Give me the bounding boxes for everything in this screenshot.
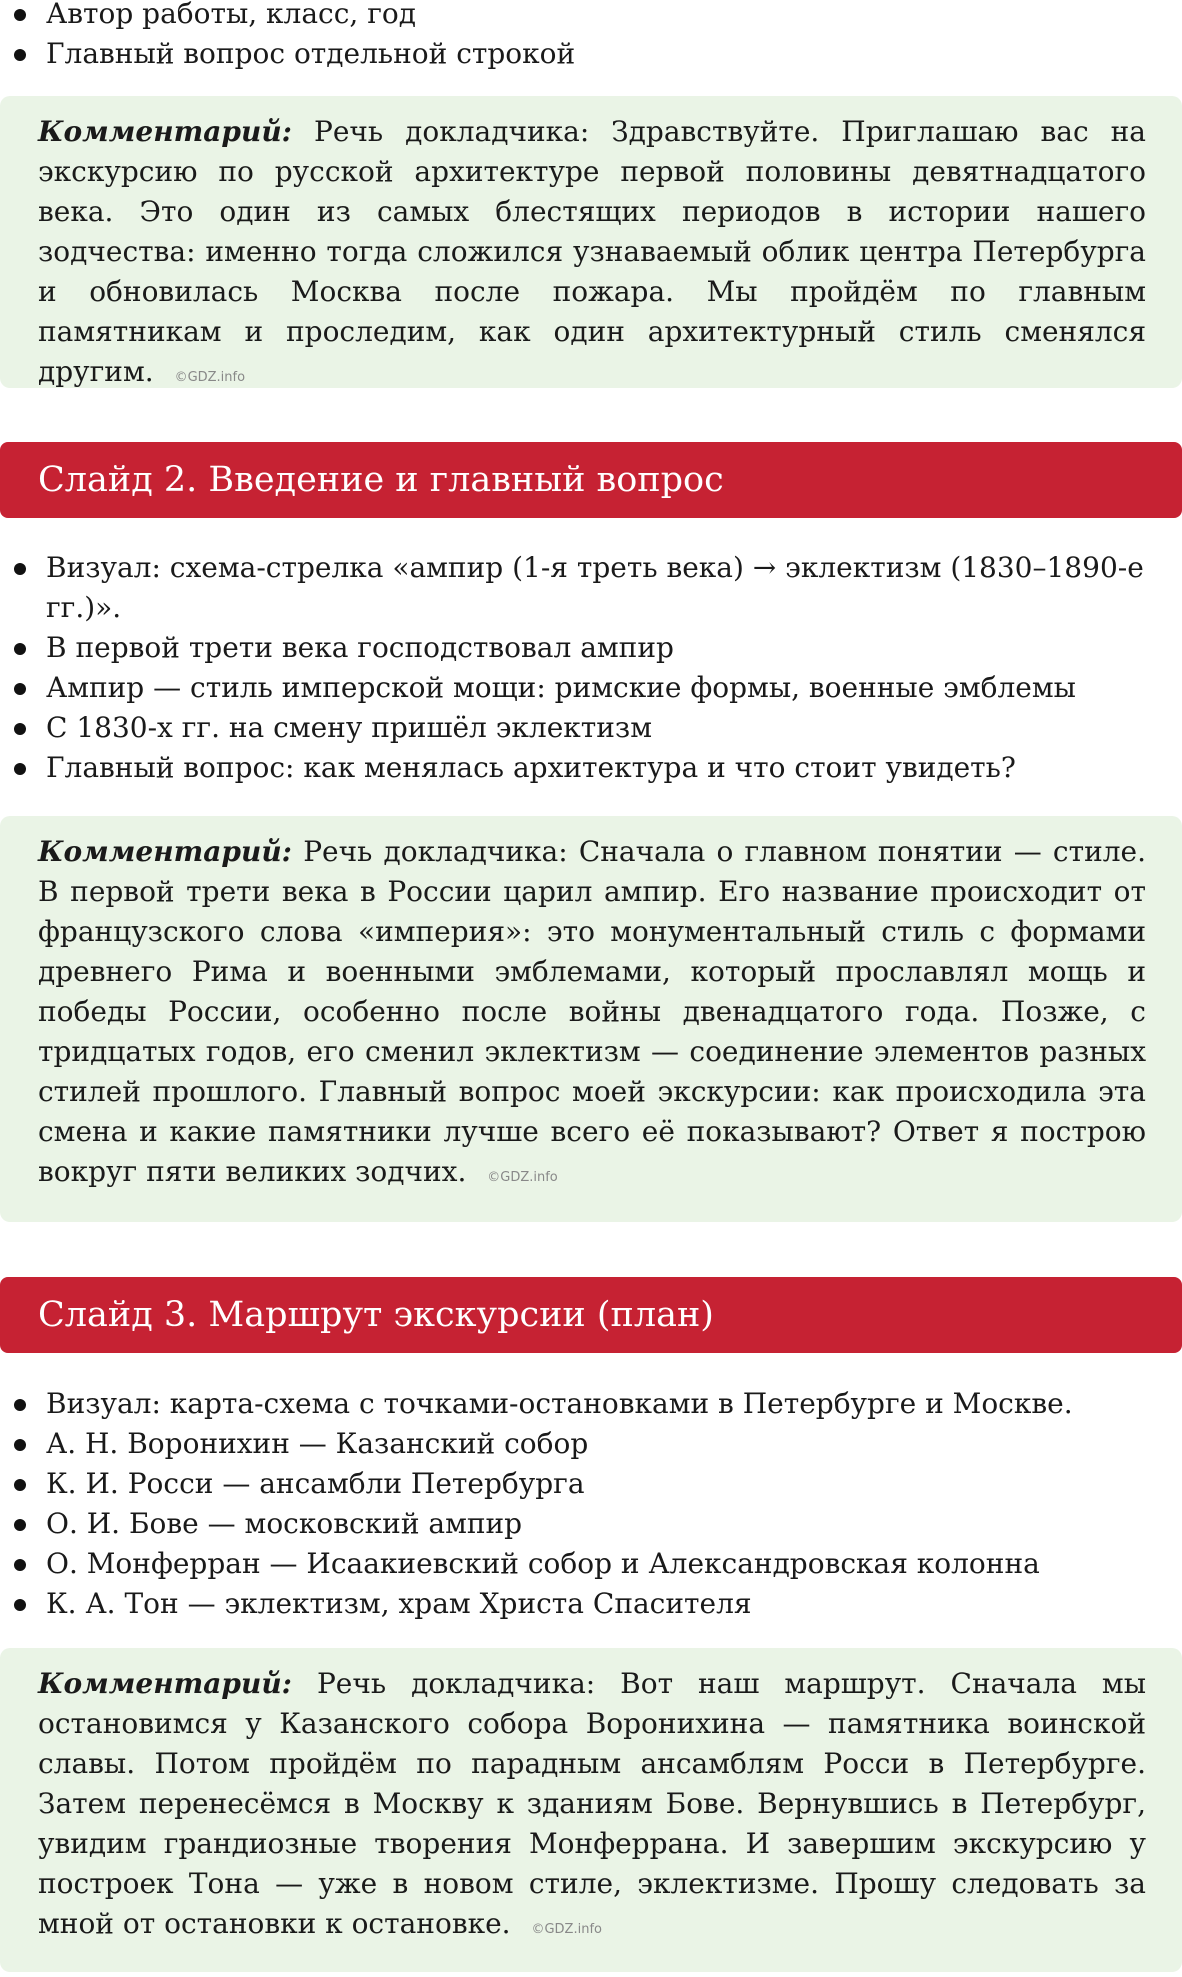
list-item: С 1830-х гг. на смену пришёл эклектизм [10, 708, 1182, 748]
bullet-dot-icon [14, 763, 26, 775]
list-item: Ампир — стиль имперской мощи: римские формы, военные эмблемы [10, 668, 1182, 708]
intro-comment-box [0, 96, 1182, 388]
comment-label: Комментарий: [38, 115, 293, 148]
comment-text: Речь докладчика: Сначала о главном понятии — стиле. В первой трети века в России царил ампир. Его название происходит от французского слова «империя»: это монументальный стиль с формами древнего Рима и военными эмблемами, который прославлял мощь и победы России, особенно после войны двенадцатого года. Позже, с тридцатых годов, его сменил эклектизм — соединение элементов разных стилей прошлого. Главный вопрос моей экскурсии: как происходила эта смена и какие памятники лучше всего её показывают? Ответ я построю вокруг пяти великих зодчих. [38, 835, 1147, 1188]
list-item: О. Монферран — Исаакиевский собор и Александровская колонна [10, 1544, 1182, 1584]
slide-3-bullet-list [10, 1384, 1182, 1624]
bullet-dot-icon [14, 1559, 26, 1571]
comment-text: Речь докладчика: Здравствуйте. Приглашаю вас на экскурсию по русской архитектуре первой половины девятнадцатого века. Это один из самых блестящих периодов в истории нашего зодчества: именно тогда сложился узнаваемый облик центра Петербурга и обновилась Москва после пожара. Мы пройдём по главным памятникам и проследим, как один архитектурный стиль сменялся другим. [38, 115, 1147, 388]
list-item: Визуал: схема-стрелка «ампир (1-я треть века) → эклектизм (1830–1890-е гг.)». [10, 548, 1182, 628]
watermark: ©GDZ.info [531, 1922, 602, 1937]
list-item: К. И. Росси — ансамбли Петербурга [10, 1464, 1182, 1504]
slide-3-header [0, 1277, 1182, 1353]
bullet-dot-icon [14, 1439, 26, 1451]
comment-label: Комментарий: [38, 1667, 293, 1700]
list-item: К. А. Тон — эклектизм, храм Христа Спасителя [10, 1584, 1182, 1624]
bullet-dot-icon [14, 1479, 26, 1491]
bullet-dot-icon [14, 1519, 26, 1531]
slide-title: Слайд 2. Введение и главный вопрос [38, 460, 724, 500]
bullet-dot-icon [14, 49, 26, 61]
bullet-dot-icon [14, 9, 26, 21]
comment-text: Речь докладчика: Вот наш маршрут. Сначала мы остановимся у Казанского собора Воронихина — памятника воинской славы. Потом пройдём по парадным ансамблям Росси в Петербурге. Затем перенесёмся в Москву к зданиям Бове. Вернувшись в Петербург, увидим грандиозные творения Монферрана. И завершим экскурсию у построек Тона — уже в новом стиле, эклектизме. Прошу следовать за мной от остановки к остановке. [38, 1667, 1146, 1940]
watermark: ©GDZ.info [487, 1170, 558, 1185]
bullet-dot-icon [14, 1399, 26, 1411]
slide-2-comment-box [0, 816, 1182, 1222]
bullet-dot-icon [14, 643, 26, 655]
list-item: Главный вопрос отдельной строкой [10, 34, 1182, 74]
intro-bullet-list [10, 0, 1182, 74]
slide-2-bullet-list [10, 548, 1182, 788]
slide-title: Слайд 3. Маршрут экскурсии (план) [38, 1295, 714, 1335]
comment-label: Комментарий: [38, 835, 293, 868]
bullet-dot-icon [14, 563, 26, 575]
list-item: Визуал: карта-схема с точками-остановками в Петербурге и Москве. [10, 1384, 1182, 1424]
list-item: В первой трети века господствовал ампир [10, 628, 1182, 668]
list-item: Главный вопрос: как менялась архитектура и что стоит увидеть? [10, 748, 1182, 788]
bullet-dot-icon [14, 723, 26, 735]
slide-3-comment-box [0, 1648, 1182, 1972]
list-item: Автор работы, класс, год [10, 0, 1182, 34]
bullet-dot-icon [14, 1599, 26, 1611]
list-item: А. Н. Воронихин — Казанский собор [10, 1424, 1182, 1464]
slide-2-header [0, 442, 1182, 518]
list-item: О. И. Бове — московский ампир [10, 1504, 1182, 1544]
watermark: ©GDZ.info [174, 370, 246, 385]
bullet-dot-icon [14, 683, 26, 695]
